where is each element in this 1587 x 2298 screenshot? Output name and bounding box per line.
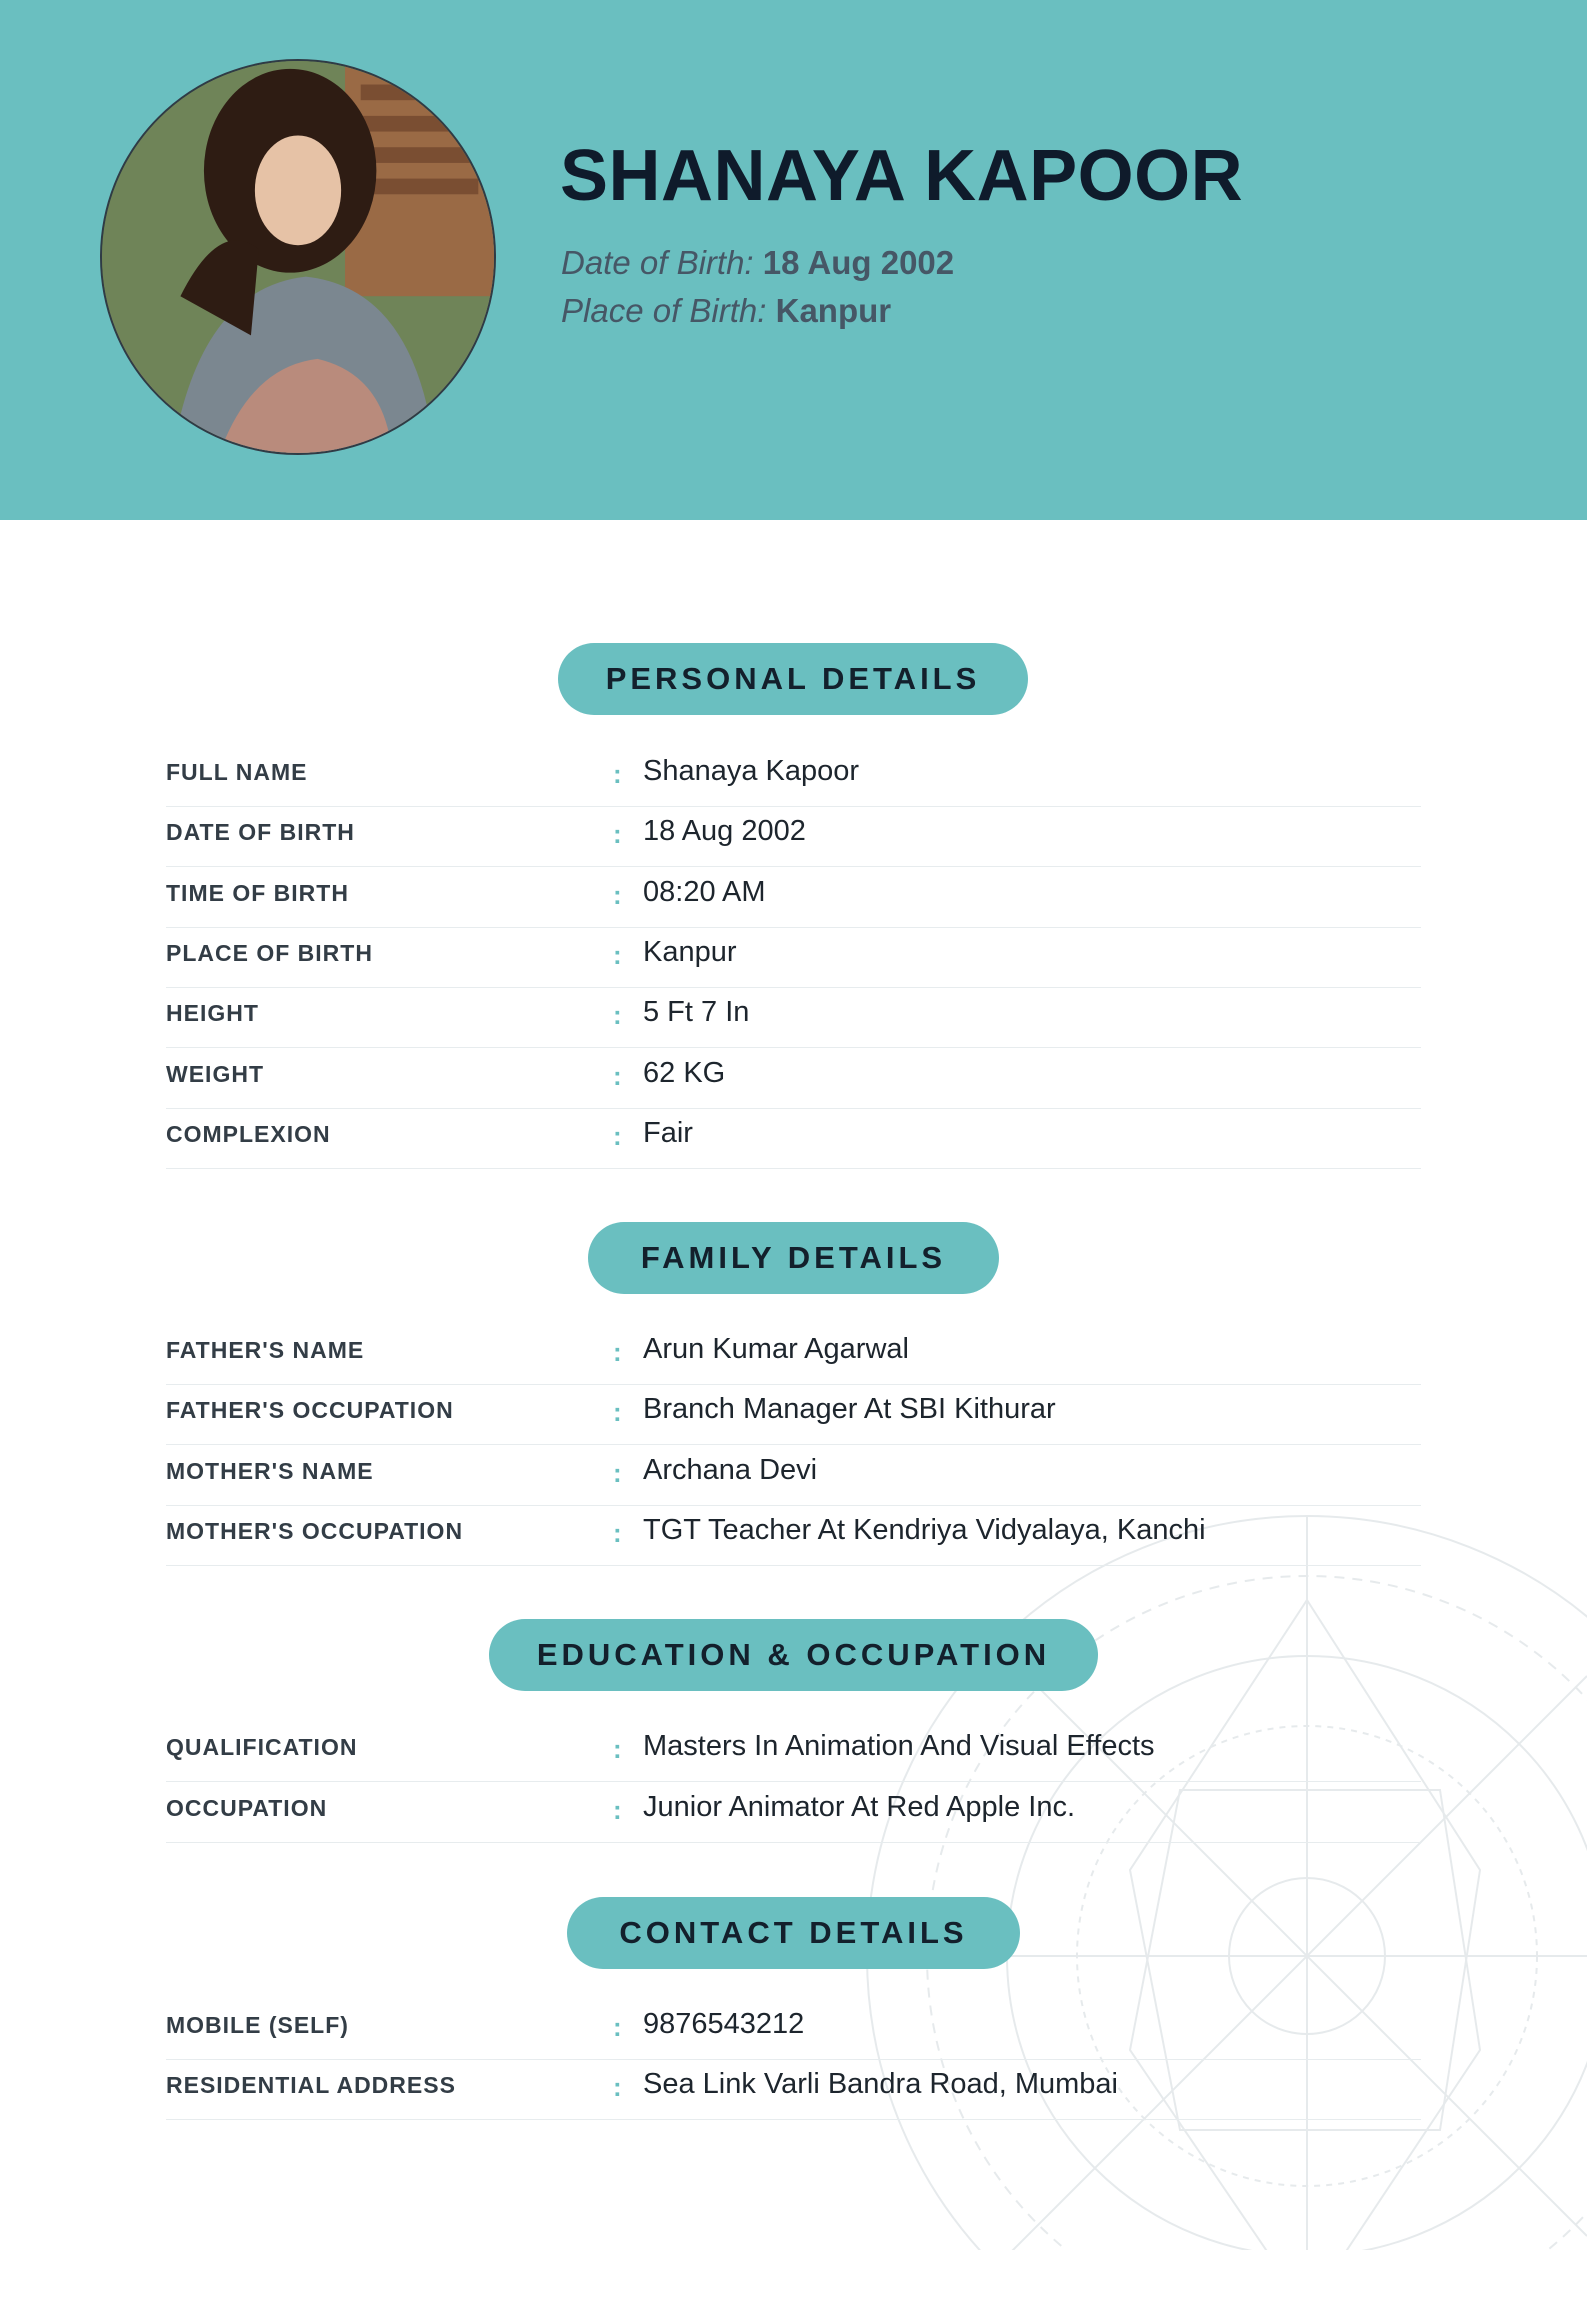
- detail-row-full-name: [166, 747, 1421, 807]
- row-value: Junior Animator At Red Apple Inc.: [643, 1791, 1076, 1823]
- detail-row-occupation: [166, 1783, 1421, 1843]
- row-value: 62 KG: [643, 1057, 726, 1089]
- row-value: 5 Ft 7 In: [643, 996, 750, 1028]
- row-value: 18 Aug 2002: [643, 815, 806, 847]
- row-label: MOTHER'S NAME: [166, 1458, 374, 1484]
- detail-row-place-of-birth: [166, 928, 1421, 988]
- row-label: MOTHER'S OCCUPATION: [166, 1518, 464, 1544]
- detail-row-residential-address: [166, 2060, 1421, 2120]
- detail-row-fathers-occupation: [166, 1385, 1421, 1445]
- profile-photo: [100, 59, 496, 455]
- section-header-education: EDUCATION & OCCUPATION: [489, 1619, 1098, 1691]
- row-separator: :: [613, 1518, 622, 1548]
- row-value: Archana Devi: [643, 1454, 818, 1486]
- row-value: Sea Link Varli Bandra Road, Mumbai: [643, 2068, 1118, 2100]
- section-header-family: FAMILY DETAILS: [588, 1222, 999, 1294]
- detail-row-complexion: [166, 1109, 1421, 1169]
- row-value: Arun Kumar Agarwal: [643, 1333, 909, 1365]
- profile-name: SHANAYA KAPOOR: [560, 136, 1244, 216]
- row-label: QUALIFICATION: [166, 1734, 358, 1760]
- detail-row-time-of-birth: [166, 868, 1421, 928]
- row-value: Shanaya Kapoor: [643, 755, 860, 787]
- row-label: OCCUPATION: [166, 1795, 328, 1821]
- header-pob-key: Place of Birth:: [561, 292, 767, 329]
- section-header-contact: CONTACT DETAILS: [567, 1897, 1020, 1969]
- row-label: DATE OF BIRTH: [166, 819, 355, 845]
- row-separator: :: [613, 1397, 622, 1427]
- detail-row-qualification: [166, 1722, 1421, 1782]
- row-separator: :: [613, 1061, 622, 1091]
- row-value: Branch Manager At SBI Kithurar: [643, 1393, 1056, 1425]
- row-label: HEIGHT: [166, 1000, 259, 1026]
- row-separator: :: [613, 1121, 622, 1151]
- row-label: FULL NAME: [166, 759, 308, 785]
- row-value: TGT Teacher At Kendriya Vidyalaya, Kanchi: [643, 1514, 1206, 1546]
- detail-row-mothers-occupation: [166, 1506, 1421, 1566]
- detail-row-height: [166, 988, 1421, 1048]
- detail-row-fathers-name: [166, 1325, 1421, 1385]
- row-label: MOBILE (SELF): [166, 2012, 349, 2038]
- header-dob: [561, 244, 954, 282]
- row-value: 9876543212: [643, 2008, 805, 2040]
- row-label: WEIGHT: [166, 1061, 264, 1087]
- row-separator: :: [613, 940, 622, 970]
- row-value: Masters In Animation And Visual Effects: [643, 1730, 1155, 1762]
- detail-row-weight: [166, 1049, 1421, 1109]
- section-header-personal: PERSONAL DETAILS: [558, 643, 1028, 715]
- row-label: COMPLEXION: [166, 1121, 331, 1147]
- header-pob: [561, 292, 891, 330]
- header-pob-value: Kanpur: [775, 292, 892, 329]
- row-separator: :: [613, 1337, 622, 1367]
- row-label: FATHER'S OCCUPATION: [166, 1397, 454, 1423]
- header-dob-key: Date of Birth:: [561, 244, 754, 281]
- detail-row-date-of-birth: [166, 807, 1421, 867]
- row-label: TIME OF BIRTH: [166, 880, 349, 906]
- header-dob-value: 18 Aug 2002: [762, 244, 955, 281]
- row-separator: :: [613, 819, 622, 849]
- row-separator: :: [613, 1795, 622, 1825]
- row-separator: :: [613, 880, 622, 910]
- row-value: Kanpur: [643, 936, 737, 968]
- mandala-watermark: [840, 1490, 1587, 2250]
- detail-row-mothers-name: [166, 1446, 1421, 1506]
- header-banner: [0, 0, 1587, 520]
- detail-row-mobile: [166, 2000, 1421, 2060]
- row-separator: :: [613, 2012, 622, 2042]
- row-separator: :: [613, 1734, 622, 1764]
- row-separator: :: [613, 1000, 622, 1030]
- row-label: FATHER'S NAME: [166, 1337, 365, 1363]
- row-label: PLACE OF BIRTH: [166, 940, 373, 966]
- row-value: 08:20 AM: [643, 876, 766, 908]
- row-separator: :: [613, 2072, 622, 2102]
- row-separator: :: [613, 1458, 622, 1488]
- row-separator: :: [613, 759, 622, 789]
- row-label: RESIDENTIAL ADDRESS: [166, 2072, 456, 2098]
- row-value: Fair: [643, 1117, 693, 1149]
